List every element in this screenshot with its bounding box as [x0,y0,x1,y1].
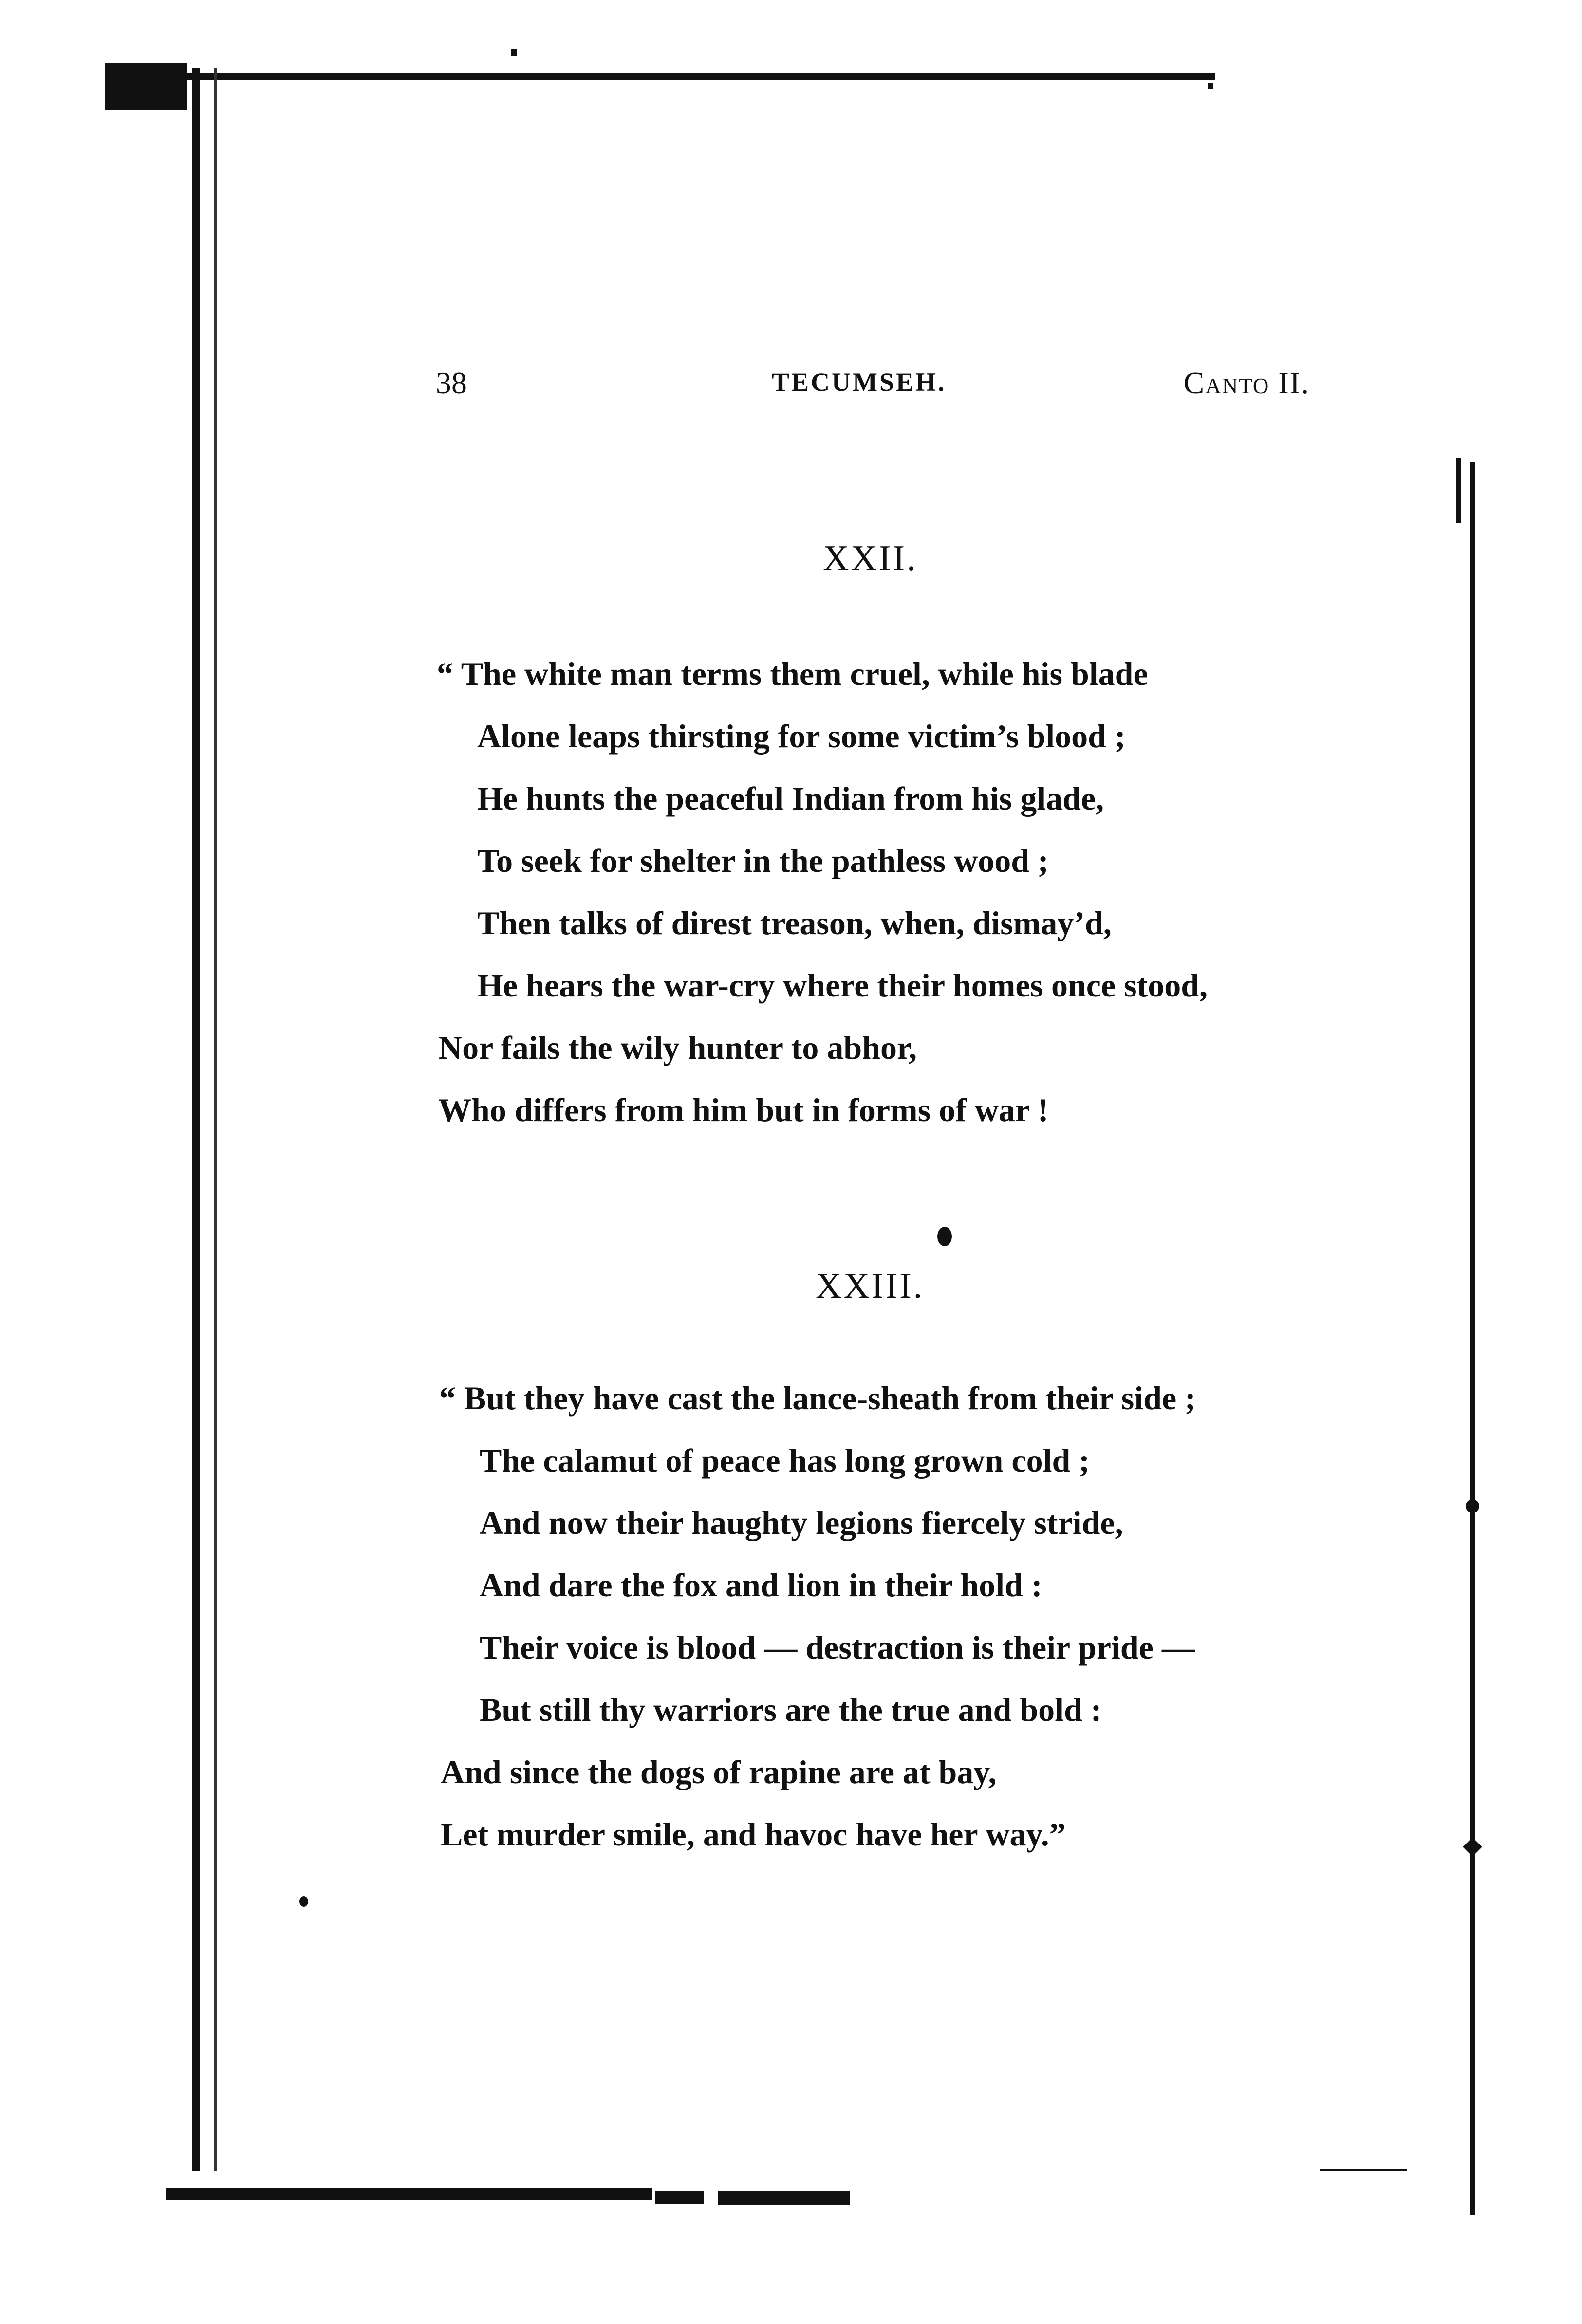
verse-line: Their voice is blood — destraction is their pride — [480,1629,1195,1666]
scan-edge-bottom [718,2191,850,2205]
page-number: 38 [436,366,467,400]
scan-edge-bottom [166,2188,652,2200]
verse-line: Let murder smile, and havoc have her way.” [441,1816,1066,1853]
stanza [441,1367,1196,1865]
running-title: TECUMSEH. [772,368,947,397]
stanza [438,643,1208,1141]
verse-line: Who differs from him but in forms of war ! [438,1091,1049,1128]
verse-line: But still thy warriors are the true and bold : [480,1691,1102,1728]
scan-edge-corner [105,63,187,110]
scan-speck [299,1896,308,1907]
scan-speck [511,49,517,56]
verse-line: He hunts the peaceful Indian from his glade, [477,780,1104,817]
scan-edge-top [105,73,1215,80]
verse-line: To seek for shelter in the pathless wood ; [477,842,1049,879]
verse-line: And dare the fox and lion in their hold : [480,1567,1042,1604]
verse-line: “ The white man terms them cruel, while his blade [437,655,1148,692]
scan-edge-right-top [1456,458,1461,523]
verse-line: The calamut of peace has long grown cold ; [480,1442,1090,1479]
scan-edge-left [192,68,200,2171]
verse-line: Nor fails the wily hunter to abhor, [438,1029,917,1066]
verse-line: He hears the war-cry where their homes once stood, [477,967,1208,1004]
scan-mark [1208,83,1213,89]
scan-speck [937,1227,952,1246]
stanza-numeral: XXII. [823,538,918,578]
verse-line: And since the dogs of rapine are at bay, [441,1753,997,1790]
canto-label: Canto II. [1183,366,1310,400]
scan-speck [1466,1499,1479,1513]
verse-line: “ But they have cast the lance-sheath from their side ; [439,1380,1196,1417]
verse-line: Alone leaps thirsting for some victim’s blood ; [477,718,1126,755]
scan-edge-left-inner [214,68,217,2171]
scan-edge-bottom-right [1320,2169,1407,2171]
verse-line: And now their haughty legions fiercely stride, [480,1504,1123,1541]
scan-speck [1463,1837,1482,1857]
verse-line: Then talks of direst treason, when, dismay’d, [477,904,1112,941]
running-head [436,365,1310,409]
scan-edge-right [1470,462,1475,2215]
stanza-numeral: XXIII. [816,1266,925,1306]
scan-edge-bottom [655,2191,704,2204]
